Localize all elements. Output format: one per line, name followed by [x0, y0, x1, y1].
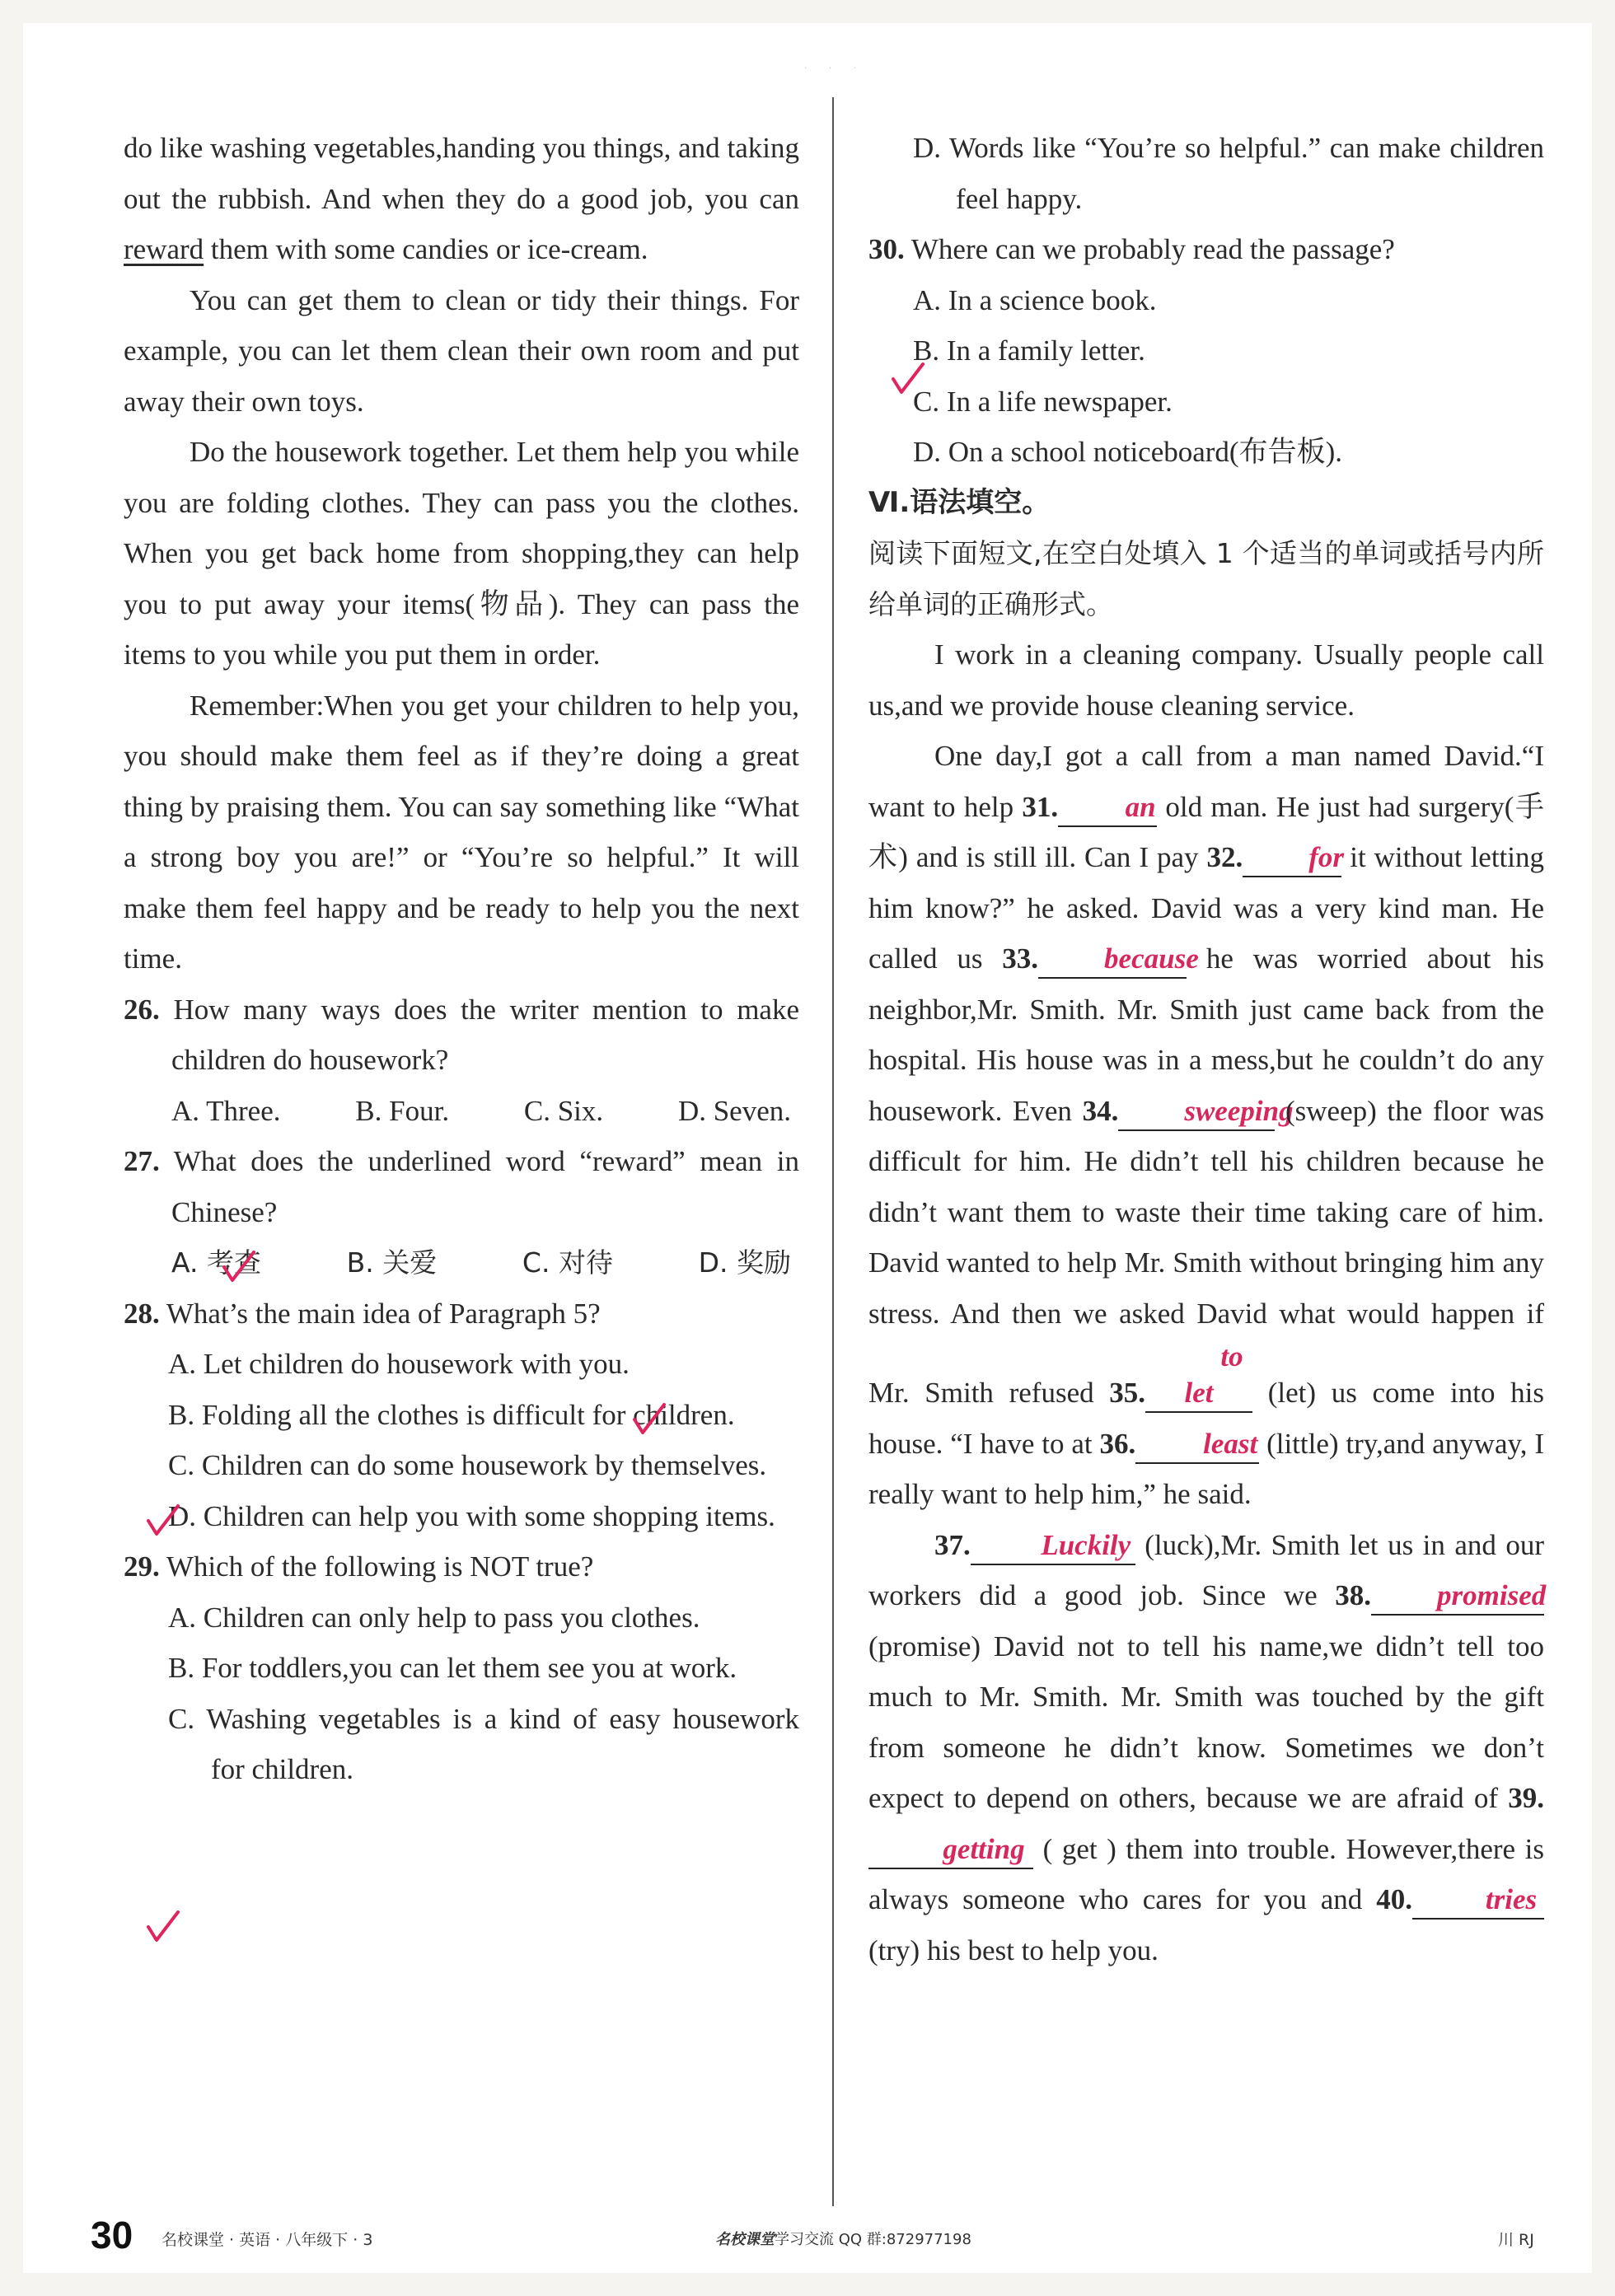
check-mark-icon: [890, 361, 926, 397]
option-a: A. In a science book.: [913, 283, 1157, 316]
passage-paragraph: You can get them to clean or tidy their things. For example, you can let them clean their own room and put away their own toys.: [124, 283, 799, 418]
question-29: 29. Which of the following is NOT true? A. Children can only help to pass you clothes. B. For toddlers,you can let them see you at work. C. Washing vegetables is a kind of easy housework for children.: [124, 1541, 799, 1795]
option-d: D. 奖励: [698, 1246, 791, 1279]
option-b: B. 关爱: [346, 1246, 438, 1279]
option-d: D. Children can help you with some shopping items.: [168, 1499, 775, 1532]
question-30: 30. Where can we probably read the passage? A. In a science book. B. In a family letter. C. In a life newspaper. D. On a school noticeboard(布告板).: [868, 224, 1544, 478]
blank-33[interactable]: because: [1038, 941, 1187, 979]
qq-group-info: 名校课堂学习交流 QQ 群:872977198: [715, 2231, 971, 2248]
option-a: A. Three.: [171, 1094, 281, 1127]
option-c: C. Six.: [523, 1094, 604, 1127]
passage-paragraph: Remember:When you get your children to help you, you should make them feel as if they’re doing a great thing by praising them. You can say something like “What a strong boy you are!” or “You’re so helpful.” It will make them feel happy and be ready to help you the next time.: [124, 689, 799, 975]
option-a: A. Children can only help to pass you clothes.: [168, 1601, 700, 1634]
option-b: B. Folding all the clothes is difficult for children.: [168, 1398, 735, 1431]
passage-paragraph: 37. Luckily (luck),Mr. Smith let us in and our workers did a good job. Since we 38. promised (promise) David not to tell his name,we didn’t tell too much to Mr. Smith. Mr. Smith was touched by the gift from someone he didn’t know. Sometimes we don’t expect to depend on others, because we are afraid of 39.getting ( get ) them into trouble. However,there is always someone who cares for you and 40. tries (try) his best to help you.: [868, 1528, 1547, 1966]
option-a: A. 考查: [171, 1246, 261, 1279]
option-d: D. Words like “You’re so helpful.” can make children feel happy.: [913, 132, 1544, 215]
passage-paragraph: One day,I got a call from a man named David.“I want to help 31. an old man. He just had surgery(手术) and is still ill. Can I pay 32. for it without letting him know?” he asked. David was a very kind man. He called us 33. because he was worried about his neighbor,Mr. Smith. Mr. Smith just came back from the hospital. His house was in a mess,but he couldn’t do any housework. Even 34. sweeping (sweep) the floor was difficult for him. He didn’t tell his children because he didn’t want them to waste their time taking care of him. David wanted to help Mr. Smith without bringing him any stress. And then we asked David what would happen if Mr. Smith refused 35.to let (let) us come into his house. “I have to at 36. least (little) try,and anyway, I really want to help him,” he said.: [868, 740, 1544, 1510]
check-mark-icon: [631, 1401, 667, 1438]
section-instruction: 阅读下面短文,在空白处填入 1 个适当的单词或括号内所给单词的正确形式。: [868, 537, 1544, 620]
page-number: 30: [91, 2214, 133, 2256]
option-b: B. For toddlers,you can let them see you at work.: [168, 1652, 737, 1684]
section-title: Ⅵ.语法填空。: [868, 485, 1051, 519]
option-b: B. In a family letter.: [913, 334, 1145, 367]
passage-paragraph: Do the housework together. Let them help you while you are folding clothes. They can pass you the clothes. When you get back home from shopping,they can help you to put away your items(物品). They can pass the items to you while you put them in order.: [124, 436, 799, 671]
blank-36[interactable]: least: [1135, 1426, 1259, 1464]
check-mark-icon: [221, 1249, 257, 1285]
edition-label: 川 RJ: [1498, 2231, 1534, 2249]
underlined-word-reward: reward: [124, 233, 204, 265]
blank-31[interactable]: an: [1058, 789, 1157, 827]
option-c: C. Children can do some housework by themselves.: [168, 1449, 767, 1481]
option-c: C. 对待: [522, 1246, 613, 1279]
option-c: C. Washing vegetables is a kind of easy housework for children.: [168, 1702, 799, 1785]
check-mark-icon: [145, 1909, 181, 1945]
worksheet-page: [23, 23, 1592, 2273]
passage-paragraph: do like washing vegetables,handing you things, and taking out the rubbish. And when they do a good job, you can reward them with some candies or ice-cream.: [124, 132, 799, 265]
book-title: 名校课堂 · 英语 · 八年级下 · 3: [162, 2231, 373, 2249]
binding-dots: · · ·: [804, 64, 866, 73]
check-mark-icon: [145, 1503, 181, 1539]
blank-32[interactable]: for: [1243, 839, 1341, 877]
option-b: B. Four.: [355, 1094, 450, 1127]
question-27: 27. What does the underlined word “reward” mean in Chinese? A. 考查 B. 关爱 C. 对待 D. 奖励: [124, 1136, 799, 1288]
page-footer: [23, 2213, 1592, 2262]
right-column: [868, 123, 1547, 1976]
blank-34[interactable]: sweeping: [1118, 1093, 1275, 1131]
option-d: D. Seven.: [677, 1094, 791, 1127]
blank-35[interactable]: to let: [1145, 1339, 1252, 1413]
option-a: A. Let children do housework with you.: [168, 1348, 630, 1380]
left-column: [124, 123, 799, 1795]
option-d: D. On a school noticeboard(布告板).: [913, 436, 1342, 468]
blank-38[interactable]: promised: [1371, 1578, 1544, 1616]
option-c: C. In a life newspaper.: [913, 385, 1173, 418]
question-26: 26. How many ways does the writer mention to make children do housework? A. Three. B. Four. C. Six. D. Seven.: [124, 984, 799, 1137]
passage-paragraph: I work in a cleaning company. Usually people call us,and we provide house cleaning service.: [868, 638, 1544, 722]
question-28: 28. What’s the main idea of Paragraph 5? A. Let children do housework with you. B. Folding all the clothes is difficult for children. C. Children can do some housework by themselves. D. Children can help you with some shopping items.: [124, 1288, 799, 1542]
blank-37[interactable]: Luckily: [971, 1527, 1135, 1565]
blank-40[interactable]: tries: [1412, 1882, 1544, 1920]
blank-39[interactable]: getting: [868, 1831, 1033, 1869]
column-divider: [832, 97, 834, 2206]
